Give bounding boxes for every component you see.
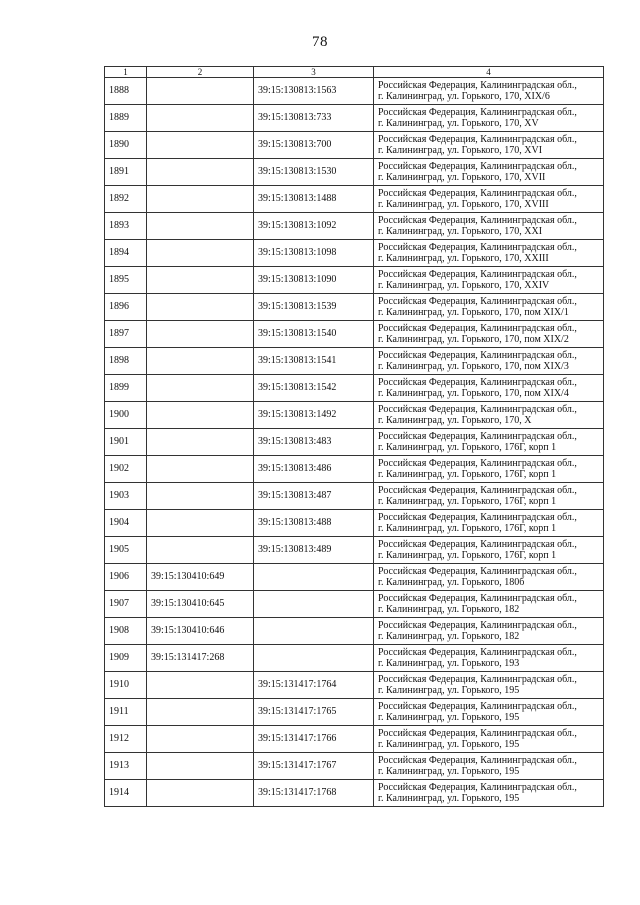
row-number: 1913 (105, 753, 147, 780)
address-line-2: г. Калининград, ул. Горького, 170, XXIII (378, 253, 549, 264)
address-line-1: Российская Федерация, Калининградская обл., (378, 430, 577, 442)
address-line-2: г. Калининград, ул. Горького, 170, X (378, 415, 532, 426)
column-header-1: 1 (105, 67, 147, 78)
row-number: 1896 (105, 294, 147, 321)
address-cell (374, 105, 604, 132)
address-line-1: Российская Федерация, Калининградская обл., (378, 214, 577, 226)
row-number: 1897 (105, 321, 147, 348)
cadastral-number-premises: 39:15:130813:489 (254, 537, 374, 564)
address-cell (374, 483, 604, 510)
cadastral-number-premises: 39:15:130813:1092 (254, 213, 374, 240)
address-cell (374, 267, 604, 294)
table-row (105, 321, 604, 348)
address-line-2: г. Калининград, ул. Горького, 176Г, корп 1 (378, 442, 557, 453)
column-header-2: 2 (147, 67, 254, 78)
table-row (105, 213, 604, 240)
row-number: 1907 (105, 591, 147, 618)
cadastral-number-premises (254, 564, 374, 591)
cadastral-number-land: 39:15:130410:645 (147, 591, 254, 618)
address-line-2: г. Калининград, ул. Горького, 182 (378, 631, 520, 642)
address-cell (374, 456, 604, 483)
cadastral-number-premises: 39:15:130813:1488 (254, 186, 374, 213)
address-line-1: Российская Федерация, Калининградская обл., (378, 781, 577, 793)
address-cell (374, 753, 604, 780)
address-line-1: Российская Федерация, Калининградская обл., (378, 295, 577, 307)
address-line-1: Российская Федерация, Калининградская обл., (378, 727, 577, 739)
address-line-2: г. Калининград, ул. Горького, 170, XXIV (378, 280, 550, 291)
table-row (105, 240, 604, 267)
cadastral-number-land (147, 105, 254, 132)
cadastral-number-land (147, 402, 254, 429)
row-number: 1909 (105, 645, 147, 672)
cadastral-number-premises (254, 618, 374, 645)
cadastral-number-premises: 39:15:130813:1090 (254, 267, 374, 294)
cadastral-number-premises: 39:15:130813:1541 (254, 348, 374, 375)
address-cell (374, 726, 604, 753)
row-number: 1905 (105, 537, 147, 564)
address-cell (374, 537, 604, 564)
address-line-1: Российская Федерация, Калининградская обл., (378, 619, 577, 631)
address-line-1: Российская Федерация, Калининградская обл., (378, 565, 577, 577)
row-number: 1906 (105, 564, 147, 591)
cadastral-number-land (147, 753, 254, 780)
address-line-2: г. Калининград, ул. Горького, 170, пом XIX/1 (378, 307, 569, 318)
cadastral-number-land: 39:15:130410:646 (147, 618, 254, 645)
cadastral-number-premises: 39:15:131417:1764 (254, 672, 374, 699)
address-line-1: Российская Федерация, Калининградская обл., (378, 511, 577, 523)
address-cell (374, 645, 604, 672)
row-number: 1893 (105, 213, 147, 240)
cadastral-number-premises (254, 645, 374, 672)
cadastral-number-land (147, 780, 254, 807)
cadastral-number-premises (254, 591, 374, 618)
cadastral-number-land (147, 726, 254, 753)
table-row (105, 159, 604, 186)
table-row (105, 483, 604, 510)
cadastral-number-premises: 39:15:130813:1098 (254, 240, 374, 267)
row-number: 1912 (105, 726, 147, 753)
address-line-2: г. Калининград, ул. Горького, 170, XIX/6 (378, 91, 550, 102)
address-line-2: г. Калининград, ул. Горького, 195 (378, 766, 520, 777)
address-line-1: Российская Федерация, Калининградская обл., (378, 673, 577, 685)
address-cell (374, 780, 604, 807)
address-cell (374, 672, 604, 699)
row-number: 1888 (105, 78, 147, 105)
cadastral-number-land (147, 429, 254, 456)
cadastral-number-land (147, 159, 254, 186)
address-line-2: г. Калининград, ул. Горького, 170, XV (378, 118, 539, 129)
cadastral-number-premises: 39:15:130813:700 (254, 132, 374, 159)
table-row (105, 510, 604, 537)
cadastral-number-land (147, 321, 254, 348)
address-line-1: Российская Федерация, Калининградская обл., (378, 457, 577, 469)
table-row (105, 78, 604, 105)
address-line-1: Российская Федерация, Калининградская обл., (378, 187, 577, 199)
address-line-2: г. Калининград, ул. Горького, 170, пом XIX/2 (378, 334, 569, 345)
address-line-2: г. Калининград, ул. Горького, 182 (378, 604, 520, 615)
address-cell (374, 78, 604, 105)
cadastral-number-land (147, 78, 254, 105)
address-cell (374, 321, 604, 348)
address-line-1: Российская Федерация, Калининградская обл., (378, 241, 577, 253)
table-row (105, 618, 604, 645)
table-row (105, 591, 604, 618)
address-line-1: Российская Федерация, Калининградская обл., (378, 322, 577, 334)
address-line-2: г. Калининград, ул. Горького, 170, пом XIX/4 (378, 388, 569, 399)
address-line-1: Российская Федерация, Калининградская обл., (378, 160, 577, 172)
address-cell (374, 132, 604, 159)
cadastral-number-land (147, 294, 254, 321)
address-line-2: г. Калининград, ул. Горького, 170, пом XIX/3 (378, 361, 569, 372)
row-number: 1914 (105, 780, 147, 807)
table-row (105, 726, 604, 753)
column-header-3: 3 (254, 67, 374, 78)
address-line-1: Российская Федерация, Калининградская обл., (378, 403, 577, 415)
table-row (105, 753, 604, 780)
table-row (105, 402, 604, 429)
cadastral-number-premises: 39:15:130813:1539 (254, 294, 374, 321)
row-number: 1910 (105, 672, 147, 699)
address-cell (374, 186, 604, 213)
row-number: 1891 (105, 159, 147, 186)
cadastral-number-premises: 39:15:130813:1530 (254, 159, 374, 186)
row-number: 1889 (105, 105, 147, 132)
address-line-2: г. Калининград, ул. Горького, 180б (378, 577, 525, 588)
table-row (105, 294, 604, 321)
address-line-2: г. Калининград, ул. Горького, 170, XXI (378, 226, 543, 237)
cadastral-number-land (147, 537, 254, 564)
cadastral-number-premises: 39:15:131417:1768 (254, 780, 374, 807)
cadastral-number-premises: 39:15:130813:483 (254, 429, 374, 456)
header-row (105, 67, 604, 78)
cadastral-number-land (147, 375, 254, 402)
table-row (105, 132, 604, 159)
cadastral-number-premises: 39:15:131417:1765 (254, 699, 374, 726)
address-line-1: Российская Федерация, Калининградская обл., (378, 106, 577, 118)
row-number: 1902 (105, 456, 147, 483)
row-number: 1901 (105, 429, 147, 456)
address-line-2: г. Калининград, ул. Горького, 176Г, корп 1 (378, 469, 557, 480)
address-line-2: г. Калининград, ул. Горького, 195 (378, 793, 520, 804)
cadastral-number-land: 39:15:130410:649 (147, 564, 254, 591)
cadastral-number-land (147, 483, 254, 510)
table-row (105, 105, 604, 132)
row-number: 1904 (105, 510, 147, 537)
cadastral-number-land (147, 456, 254, 483)
address-cell (374, 159, 604, 186)
cadastral-number-premises: 39:15:130813:487 (254, 483, 374, 510)
table-row (105, 645, 604, 672)
page-number: 78 (312, 34, 328, 50)
address-line-1: Российская Федерация, Калининградская обл., (378, 79, 577, 91)
address-line-1: Российская Федерация, Калининградская обл., (378, 268, 577, 280)
table-row (105, 348, 604, 375)
address-cell (374, 240, 604, 267)
cadastral-number-land (147, 213, 254, 240)
address-line-1: Российская Федерация, Калининградская обл., (378, 754, 577, 766)
row-number: 1898 (105, 348, 147, 375)
cadastral-number-land (147, 510, 254, 537)
address-line-2: г. Калининград, ул. Горького, 195 (378, 739, 520, 750)
row-number: 1911 (105, 699, 147, 726)
table-row (105, 672, 604, 699)
table-row (105, 780, 604, 807)
address-cell (374, 429, 604, 456)
table-row (105, 456, 604, 483)
row-number: 1903 (105, 483, 147, 510)
address-cell (374, 618, 604, 645)
address-line-1: Российская Федерация, Калининградская обл., (378, 538, 577, 550)
cadastral-number-land (147, 186, 254, 213)
table-row (105, 186, 604, 213)
row-number: 1895 (105, 267, 147, 294)
cadastral-number-premises: 39:15:130813:1540 (254, 321, 374, 348)
address-line-2: г. Калининград, ул. Горького, 170, XVII (378, 172, 546, 183)
cadastral-number-land (147, 348, 254, 375)
address-line-2: г. Калининград, ул. Горького, 176Г, корп 1 (378, 496, 557, 507)
column-header-4: 4 (374, 67, 604, 78)
table-row (105, 429, 604, 456)
address-line-1: Российская Федерация, Калининградская обл., (378, 133, 577, 145)
cadastral-number-premises: 39:15:130813:733 (254, 105, 374, 132)
cadastral-number-land (147, 132, 254, 159)
cadastral-number-land (147, 672, 254, 699)
address-line-2: г. Калининград, ул. Горького, 176Г, корп 1 (378, 523, 557, 534)
address-cell (374, 375, 604, 402)
address-cell (374, 213, 604, 240)
address-line-1: Российская Федерация, Калининградская обл., (378, 592, 577, 604)
cadastral-number-premises: 39:15:131417:1767 (254, 753, 374, 780)
address-cell (374, 699, 604, 726)
row-number: 1899 (105, 375, 147, 402)
address-cell (374, 348, 604, 375)
address-line-2: г. Калининград, ул. Горького, 176Г, корп 1 (378, 550, 557, 561)
address-line-2: г. Калининград, ул. Горького, 170, XVI (378, 145, 543, 156)
address-line-2: г. Калининград, ул. Горького, 193 (378, 658, 520, 669)
cadastral-number-premises: 39:15:130813:486 (254, 456, 374, 483)
address-line-2: г. Калининград, ул. Горького, 195 (378, 712, 520, 723)
cadastral-number-premises: 39:15:130813:1563 (254, 78, 374, 105)
table-row (105, 267, 604, 294)
cadastral-number-premises: 39:15:130813:1542 (254, 375, 374, 402)
table-row (105, 537, 604, 564)
registry-table (104, 66, 604, 807)
row-number: 1892 (105, 186, 147, 213)
address-line-1: Российская Федерация, Калининградская обл., (378, 646, 577, 658)
row-number: 1900 (105, 402, 147, 429)
cadastral-number-land: 39:15:131417:268 (147, 645, 254, 672)
address-line-2: г. Калининград, ул. Горького, 170, XVIII (378, 199, 549, 210)
address-line-2: г. Калининград, ул. Горького, 195 (378, 685, 520, 696)
table-row (105, 699, 604, 726)
row-number: 1908 (105, 618, 147, 645)
address-cell (374, 402, 604, 429)
cadastral-number-land (147, 267, 254, 294)
row-number: 1890 (105, 132, 147, 159)
address-line-1: Российская Федерация, Калининградская обл., (378, 700, 577, 712)
table-row (105, 375, 604, 402)
cadastral-number-premises: 39:15:131417:1766 (254, 726, 374, 753)
cadastral-number-premises: 39:15:130813:1492 (254, 402, 374, 429)
address-cell (374, 564, 604, 591)
address-cell (374, 510, 604, 537)
address-line-1: Российская Федерация, Калининградская обл., (378, 376, 577, 388)
address-line-1: Российская Федерация, Калининградская обл., (378, 349, 577, 361)
cadastral-number-land (147, 699, 254, 726)
row-number: 1894 (105, 240, 147, 267)
address-cell (374, 294, 604, 321)
cadastral-number-premises: 39:15:130813:488 (254, 510, 374, 537)
table-row (105, 564, 604, 591)
cadastral-number-land (147, 240, 254, 267)
address-line-1: Российская Федерация, Калининградская обл., (378, 484, 577, 496)
address-cell (374, 591, 604, 618)
